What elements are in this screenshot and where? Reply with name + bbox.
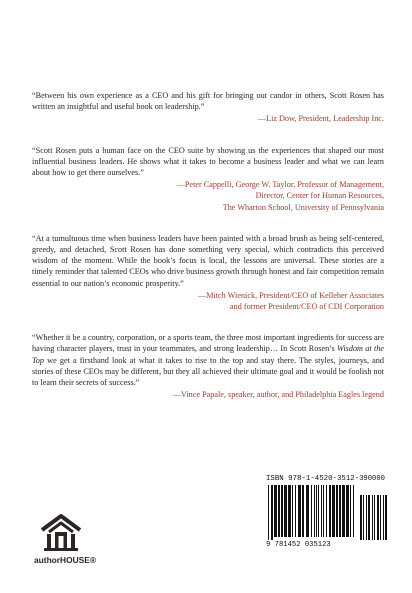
barcode-addon-bar: [385, 495, 387, 540]
endorsement-quote: “Whether it be a country, corporation, or a sports team, the three most important ingredients for success are having character players, trust in your teammates, and strong leadership… In Scott Rosen’s Wisdom at the Top we get a firsthand look at what it takes to rise to the top and stay there. The styles, journeys, and stories of these CEOs may be different, but they all achieved their ultimate goal and it would be foolish not to learn their secrets of success.”: [32, 333, 384, 388]
barcode-addon-bar: [360, 495, 362, 540]
endorsements: [32, 90, 384, 400]
barcode-bar: [284, 485, 287, 537]
endorsement-quote: “Scott Rosen puts a human face on the CEO suite by showing us the experiences that shaped our most influential business leaders. He shows what it takes to become a business leader and what we can learn about how to get there ourselves.”: [32, 145, 384, 178]
endorsement-dow: [32, 90, 384, 125]
barcode-bar: [336, 485, 338, 537]
authorhouse-house-icon: [38, 512, 84, 554]
isbn-barcode: [266, 474, 389, 552]
barcode-bar: [342, 485, 345, 537]
barcode-addon-bar: [383, 495, 384, 540]
barcode-bar: [292, 485, 293, 537]
barcode-bar: [318, 485, 319, 537]
endorsement-attribution: —Mitch Wienick, President/CEO of Kelleher Associates and former President/CEO of CDI Corporation: [198, 290, 384, 312]
barcode-bar: [332, 485, 335, 537]
endorsement-cappelli: [32, 145, 384, 213]
barcode-addon-bar: [366, 495, 367, 540]
endorsement-attribution: —Vince Papale, speaker, author, and Philadelphia Eagles legend: [172, 390, 384, 400]
barcode-bar: [268, 485, 269, 540]
barcode-bar: [316, 485, 317, 537]
endorsement-attribution: —Peter Cappelli, George W. Taylor, Professor of Management, Director, Center for Human Resources, The Wharton School, University of Pennsylvania: [176, 180, 384, 212]
barcode-bar: [353, 485, 354, 537]
barcode-addon-bar: [380, 495, 381, 540]
barcode-addon-bar: [377, 495, 379, 540]
barcode-bar: [302, 485, 304, 537]
barcode-graphic: [266, 485, 389, 540]
publisher-logo: [34, 512, 114, 572]
barcode-addon-bar: [363, 495, 364, 540]
endorsement-quote: “At a tumultuous time when business leaders have been painted with a broad brush as being self-centered, greedy, and detached, Scott Rosen has done something very special, which contradicts this perceived wisdom of the moment. While the book’s focus is local, the lessons are universal. These stories are a timely reminder that talented CEOs who drive business growth through honest and fair competition remain essential to our nation’s economic prosperity.”: [32, 233, 384, 288]
price-code: 90000: [363, 475, 385, 483]
barcode-addon-bar: [374, 495, 375, 540]
endorsement-papale: [32, 332, 384, 400]
barcode-bar: [271, 485, 273, 540]
barcode-bar: [350, 485, 351, 537]
book-title: Wisdom at the Top: [32, 344, 384, 365]
endorsement-wienick: [32, 233, 384, 312]
barcode-bar: [311, 485, 312, 537]
barcode-bar: [326, 485, 327, 537]
barcode-bar: [281, 485, 283, 537]
barcode-bar: [288, 485, 291, 537]
barcode-bar: [323, 485, 324, 537]
publisher-name: authorHOUSE®: [34, 555, 97, 565]
barcode-addon-bar: [368, 495, 370, 540]
barcode-bar: [329, 485, 331, 537]
isbn-label: ISBN 978-1-4520-3512-3: [266, 475, 364, 483]
barcode-addon-bar: [372, 495, 373, 540]
barcode-bar: [278, 485, 280, 537]
endorsement-quote: “Between his own experience as a CEO and his gift for bringing out candor in others, Scott Rosen has written an insightful and useful book on leadership.”: [32, 91, 384, 112]
barcode-bar: [346, 485, 349, 537]
barcode-bar: [314, 485, 315, 537]
barcode-bar: [321, 485, 322, 537]
barcode-digits: 9 781452 035123 90000: [266, 475, 385, 549]
barcode-bar: [298, 485, 301, 537]
barcode-bar: [295, 485, 296, 537]
barcode-bar: [306, 485, 309, 537]
barcode-bar: [274, 485, 277, 537]
barcode-bar: [339, 485, 341, 537]
endorsement-attribution: —Liz Dow, President, Leadership Inc.: [257, 114, 384, 124]
